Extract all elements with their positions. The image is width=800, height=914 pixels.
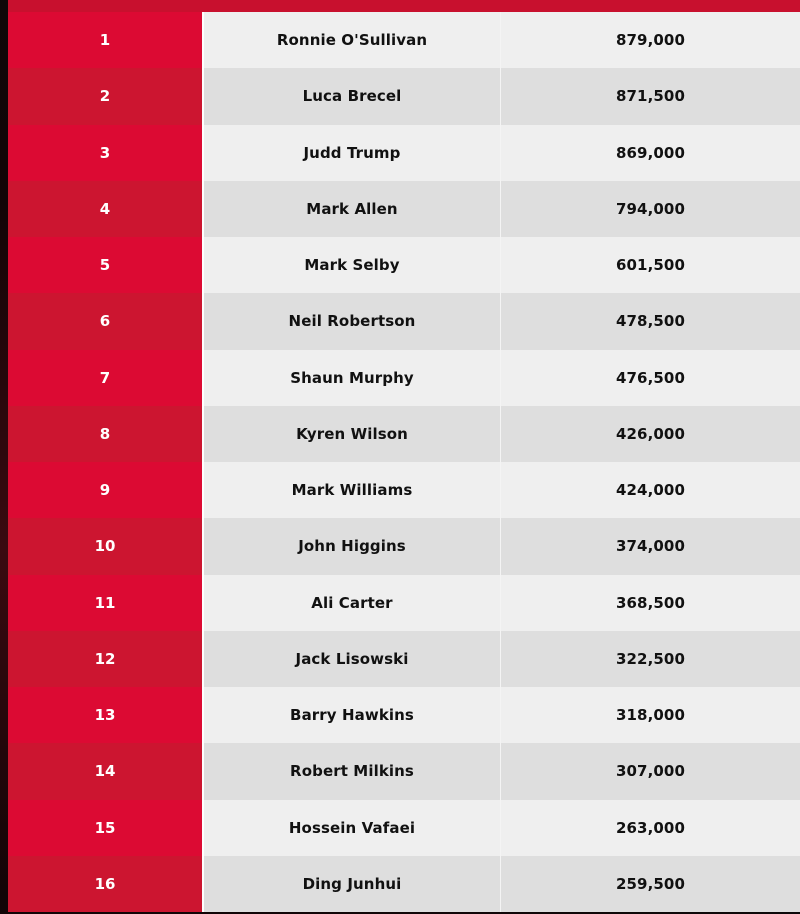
rank-cell: 3 — [8, 125, 202, 181]
points-cell: 871,500 — [501, 68, 800, 124]
table-row — [8, 125, 800, 181]
table-row — [8, 12, 800, 68]
points-cell: 476,500 — [501, 350, 800, 406]
player-name-cell: Jack Lisowski — [204, 631, 501, 687]
player-name-cell: Hossein Vafaei — [204, 800, 501, 856]
rank-cell: 11 — [8, 575, 202, 631]
player-name-cell: Robert Milkins — [204, 743, 501, 799]
table-row — [8, 181, 800, 237]
player-name-cell: John Higgins — [204, 518, 501, 574]
player-name-cell: Mark Allen — [204, 181, 501, 237]
player-name-cell: Barry Hawkins — [204, 687, 501, 743]
rank-cell: 14 — [8, 743, 202, 799]
player-name-cell: Luca Brecel — [204, 68, 501, 124]
table-row — [8, 518, 800, 574]
table-row — [8, 406, 800, 462]
points-cell: 263,000 — [501, 800, 800, 856]
rank-cell: 5 — [8, 237, 202, 293]
table-row — [8, 743, 800, 799]
points-cell: 322,500 — [501, 631, 800, 687]
table-row — [8, 462, 800, 518]
points-cell: 601,500 — [501, 237, 800, 293]
table-row — [8, 631, 800, 687]
rank-cell: 10 — [8, 518, 202, 574]
rank-cell: 12 — [8, 631, 202, 687]
points-cell: 869,000 — [501, 125, 800, 181]
points-cell: 478,500 — [501, 293, 800, 349]
points-cell: 368,500 — [501, 575, 800, 631]
rank-cell: 8 — [8, 406, 202, 462]
rankings-table — [8, 12, 800, 914]
player-name-cell: Judd Trump — [204, 125, 501, 181]
points-cell: 259,500 — [501, 856, 800, 912]
rank-cell: 13 — [8, 687, 202, 743]
player-name-cell: Ding Junhui — [204, 856, 501, 912]
points-cell: 307,000 — [501, 743, 800, 799]
points-cell: 318,000 — [501, 687, 800, 743]
player-name-cell: Shaun Murphy — [204, 350, 501, 406]
player-name-cell: Kyren Wilson — [204, 406, 501, 462]
player-name-cell: Ronnie O'Sullivan — [204, 12, 501, 68]
rank-cell: 6 — [8, 293, 202, 349]
rank-cell: 1 — [8, 12, 202, 68]
player-name-cell: Ali Carter — [204, 575, 501, 631]
rank-cell: 9 — [8, 462, 202, 518]
player-name-cell: Mark Selby — [204, 237, 501, 293]
points-cell: 426,000 — [501, 406, 800, 462]
top-accent-strip — [8, 0, 800, 12]
table-row — [8, 237, 800, 293]
points-cell: 794,000 — [501, 181, 800, 237]
table-row — [8, 68, 800, 124]
table-row — [8, 687, 800, 743]
points-cell: 424,000 — [501, 462, 800, 518]
table-row — [8, 575, 800, 631]
player-name-cell: Neil Robertson — [204, 293, 501, 349]
rank-cell: 16 — [8, 856, 202, 912]
table-row — [8, 293, 800, 349]
rank-cell: 7 — [8, 350, 202, 406]
points-cell: 374,000 — [501, 518, 800, 574]
rank-cell: 15 — [8, 800, 202, 856]
table-row — [8, 856, 800, 912]
table-row — [8, 350, 800, 406]
table-row — [8, 800, 800, 856]
points-cell: 879,000 — [501, 12, 800, 68]
player-name-cell: Mark Williams — [204, 462, 501, 518]
rank-cell: 4 — [8, 181, 202, 237]
rank-cell: 2 — [8, 68, 202, 124]
